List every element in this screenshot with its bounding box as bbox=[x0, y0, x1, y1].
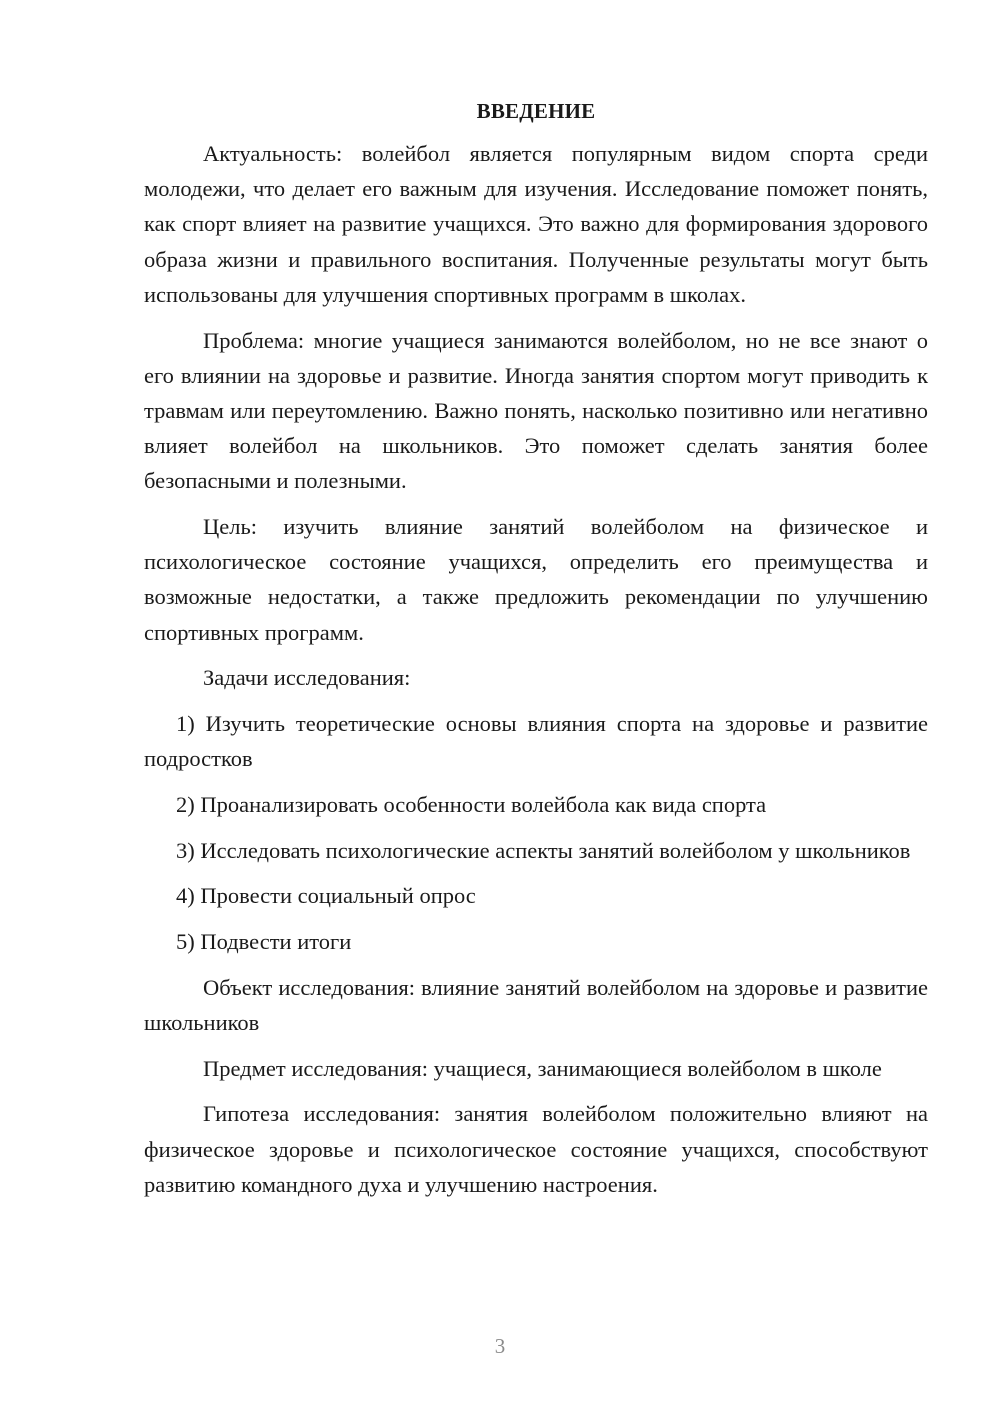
paragraph-goal: Цель: изучить влияние занятий волейболом на физическое и психологическое состояние учащихся, определить его преимущества и возможные недостатки, а также предложить рекомендации по улучшению спортивных программ. bbox=[144, 514, 928, 645]
paragraph-problem: Проблема: многие учащиеся занимаются волейболом, но не все знают о его влиянии на здоровье и развитие. Иногда занятия спортом могут приводить к травмам или переутомлению. Важно понять, насколько позитивно или негативно влияет волейбол на школьников. Это поможет сделать занятия более безопасными и полезными. bbox=[144, 327, 928, 494]
task-item-1: 1) Изучить теоретические основы влияния спорта на здоровье и развитие подростков bbox=[144, 711, 928, 772]
section-title: ВВЕДЕНИЕ bbox=[476, 99, 596, 123]
paragraph-subject: Предмет исследования: учащиеся, занимающиеся волейболом в школе bbox=[203, 1055, 882, 1081]
paragraph-hypothesis: Гипотеза исследования: занятия волейболом положительно влияют на физическое здоровье и психологическое состояние учащихся, способствуют развитию командного духа и улучшению настроения. bbox=[144, 1101, 928, 1197]
paragraph-tasks-heading: Задачи исследования: bbox=[203, 665, 411, 691]
document-page bbox=[144, 92, 928, 1212]
task-item-2: 2) Проанализировать особенности волейбола как вида спорта bbox=[176, 791, 767, 817]
paragraph-object: Объект исследования: влияние занятий волейболом на здоровье и развитие школьников bbox=[144, 974, 928, 1035]
task-item-4: 4) Провести социальный опрос bbox=[176, 883, 476, 909]
paragraph-relevance: Актуальность: волейбол является популярным видом спорта среди молодежи, что делает его важным для изучения. Исследование поможет понять, как спорт влияет на развитие учащихся. Это важно для формирования здорового образа жизни и правильного воспитания. Полученные результаты могут быть использованы для улучшения спортивных программ в школах. bbox=[144, 141, 928, 307]
page-number: 3 bbox=[494, 1334, 506, 1358]
task-item-5: 5) Подвести итоги bbox=[176, 929, 352, 955]
task-item-3: 3) Исследовать психологические аспекты занятий волейболом у школьников bbox=[176, 837, 911, 863]
